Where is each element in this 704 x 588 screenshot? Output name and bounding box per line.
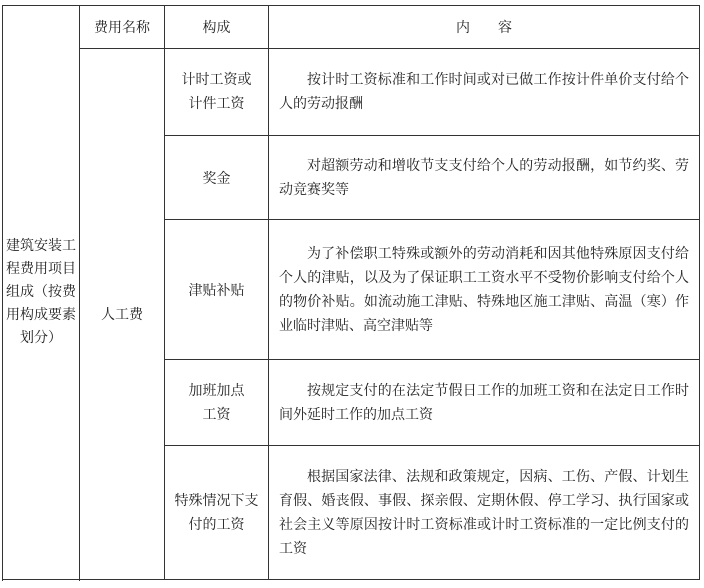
group-label: 建筑安装工程费用项目组成（按费用构成要素划分） [6, 238, 76, 346]
header-content: 内容 [269, 6, 700, 49]
header-row [3, 6, 700, 49]
table-row [3, 49, 700, 136]
fee-name-cell: 人工费 [80, 49, 165, 580]
component-cell: 计时工资或计件工资 [165, 49, 269, 136]
component-cell: 津贴补贴 [165, 220, 269, 360]
content-cell: 对超额劳动和增收节支支付给个人的劳动报酬，如节约奖、劳动竞赛奖等 [269, 136, 700, 220]
content-cell: 根据国家法律、法规和政策规定，因病、工伤、产假、计划生育假、婚丧假、事假、探亲假、定期休假、停工学习、执行国家或社会主义等原因按计时工资标准或计时工资标准的一定比例支付的工资 [269, 446, 700, 580]
content-cell: 按规定支付的在法定节假日工作的加班工资和在法定日工作时间外延时工作的加点工资 [269, 360, 700, 446]
component-cell: 加班加点工资 [165, 360, 269, 446]
group-label-cell [3, 6, 80, 580]
content-cell: 按计时工资标准和工作时间或对已做工作按计件单价支付给个人的劳动报酬 [269, 49, 700, 136]
header-component: 构成 [165, 6, 269, 49]
content-cell: 为了补偿职工特殊或额外的劳动消耗和因其他特殊原因支付给个人的津贴，以及为了保证职工工资水平不受物价影响支付给个人的物价补贴。如流动施工津贴、特殊地区施工津贴、高温（寒）作业临时津贴、高空津贴等 [269, 220, 700, 360]
component-cell: 奖金 [165, 136, 269, 220]
header-fee-name: 费用名称 [80, 6, 165, 49]
cost-composition-table [2, 5, 700, 580]
component-cell: 特殊情况下支付的工资 [165, 446, 269, 580]
